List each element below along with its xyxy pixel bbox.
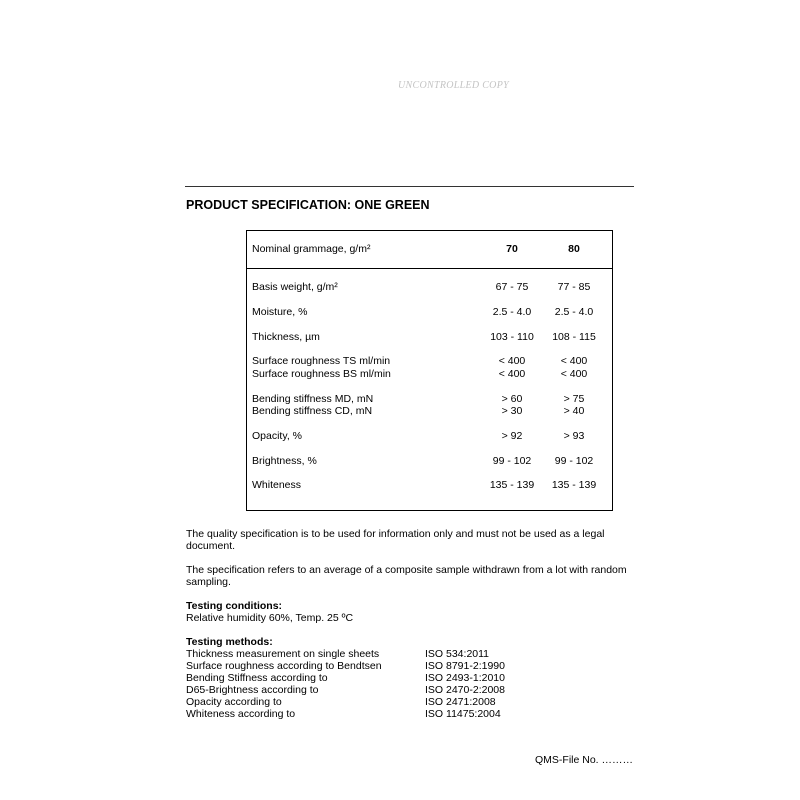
row-label: Opacity, % bbox=[252, 430, 302, 442]
row-label: Bending stiffness MD, mN bbox=[252, 393, 374, 405]
document-title: PRODUCT SPECIFICATION: ONE GREEN bbox=[186, 198, 430, 212]
row-label: Whiteness bbox=[252, 479, 302, 491]
method-standard: ISO 8791-2:1990 bbox=[425, 660, 505, 672]
row-value-80: 135 - 139 bbox=[551, 479, 597, 491]
row-value-80: < 400 bbox=[560, 368, 588, 380]
method-standard: ISO 2470-2:2008 bbox=[425, 684, 505, 696]
row-value-70: 67 - 75 bbox=[495, 281, 529, 293]
row-value-80: 108 - 115 bbox=[552, 331, 596, 343]
row-value-70: 103 - 110 bbox=[490, 331, 534, 343]
row-value-70: 99 - 102 bbox=[492, 455, 532, 467]
row-value-70: > 60 bbox=[501, 393, 523, 405]
testing-conditions-heading: Testing conditions: bbox=[186, 600, 283, 612]
testing-conditions-text: Relative humidity 60%, Temp. 25 ºC bbox=[186, 612, 354, 624]
header-col-70: 70 bbox=[506, 243, 518, 255]
method-name: Whiteness according to bbox=[186, 708, 296, 720]
specification-table bbox=[246, 230, 613, 511]
method-name: Opacity according to bbox=[186, 696, 282, 708]
row-value-70: 2.5 - 4.0 bbox=[492, 306, 532, 318]
uncontrolled-copy-watermark: UNCONTROLLED COPY bbox=[398, 80, 509, 91]
row-value-70: > 92 bbox=[501, 430, 523, 442]
method-name: Bending Stiffness according to bbox=[186, 672, 328, 684]
row-value-80: < 400 bbox=[560, 355, 588, 367]
row-value-70: < 400 bbox=[498, 368, 526, 380]
method-name: Surface roughness according to Bendtsen bbox=[186, 660, 382, 672]
sampling-note: The specification refers to an average of a composite sample withdrawn from a lot with random sampling. bbox=[186, 564, 627, 588]
row-value-80: > 93 bbox=[563, 430, 585, 442]
row-value-70: 135 - 139 bbox=[489, 479, 535, 491]
row-label: Basis weight, g/m² bbox=[252, 281, 338, 293]
quality-note: The quality specification is to be used for information only and must not be used as a legal document. bbox=[186, 528, 605, 552]
qms-file-number: QMS-File No. ……… bbox=[535, 754, 634, 766]
method-standard: ISO 2493-1:2010 bbox=[425, 672, 505, 684]
header-rule bbox=[185, 186, 634, 187]
method-name: D65-Brightness according to bbox=[186, 684, 319, 696]
header-label: Nominal grammage, g/m² bbox=[252, 243, 371, 255]
row-value-80: > 40 bbox=[563, 405, 585, 417]
row-value-80: 77 - 85 bbox=[557, 281, 591, 293]
header-col-80: 80 bbox=[568, 243, 580, 255]
table-header-divider bbox=[247, 268, 612, 269]
method-standard: ISO 11475:2004 bbox=[425, 708, 501, 720]
method-standard: ISO 2471:2008 bbox=[425, 696, 496, 708]
row-label: Moisture, % bbox=[252, 306, 308, 318]
method-standard: ISO 534:2011 bbox=[425, 648, 490, 660]
row-value-80: 2.5 - 4.0 bbox=[554, 306, 594, 318]
row-label: Brightness, % bbox=[252, 455, 317, 467]
testing-methods-heading: Testing methods: bbox=[186, 636, 273, 648]
row-label: Surface roughness BS ml/min bbox=[252, 368, 391, 380]
row-label: Surface roughness TS ml/min bbox=[252, 355, 391, 367]
row-label: Thickness, µm bbox=[252, 331, 320, 343]
row-value-80: 99 - 102 bbox=[554, 455, 594, 467]
row-label: Bending stiffness CD, mN bbox=[252, 405, 373, 417]
row-value-80: > 75 bbox=[563, 393, 585, 405]
method-name: Thickness measurement on single sheets bbox=[186, 648, 380, 660]
row-value-70: < 400 bbox=[498, 355, 526, 367]
row-value-70: > 30 bbox=[501, 405, 523, 417]
